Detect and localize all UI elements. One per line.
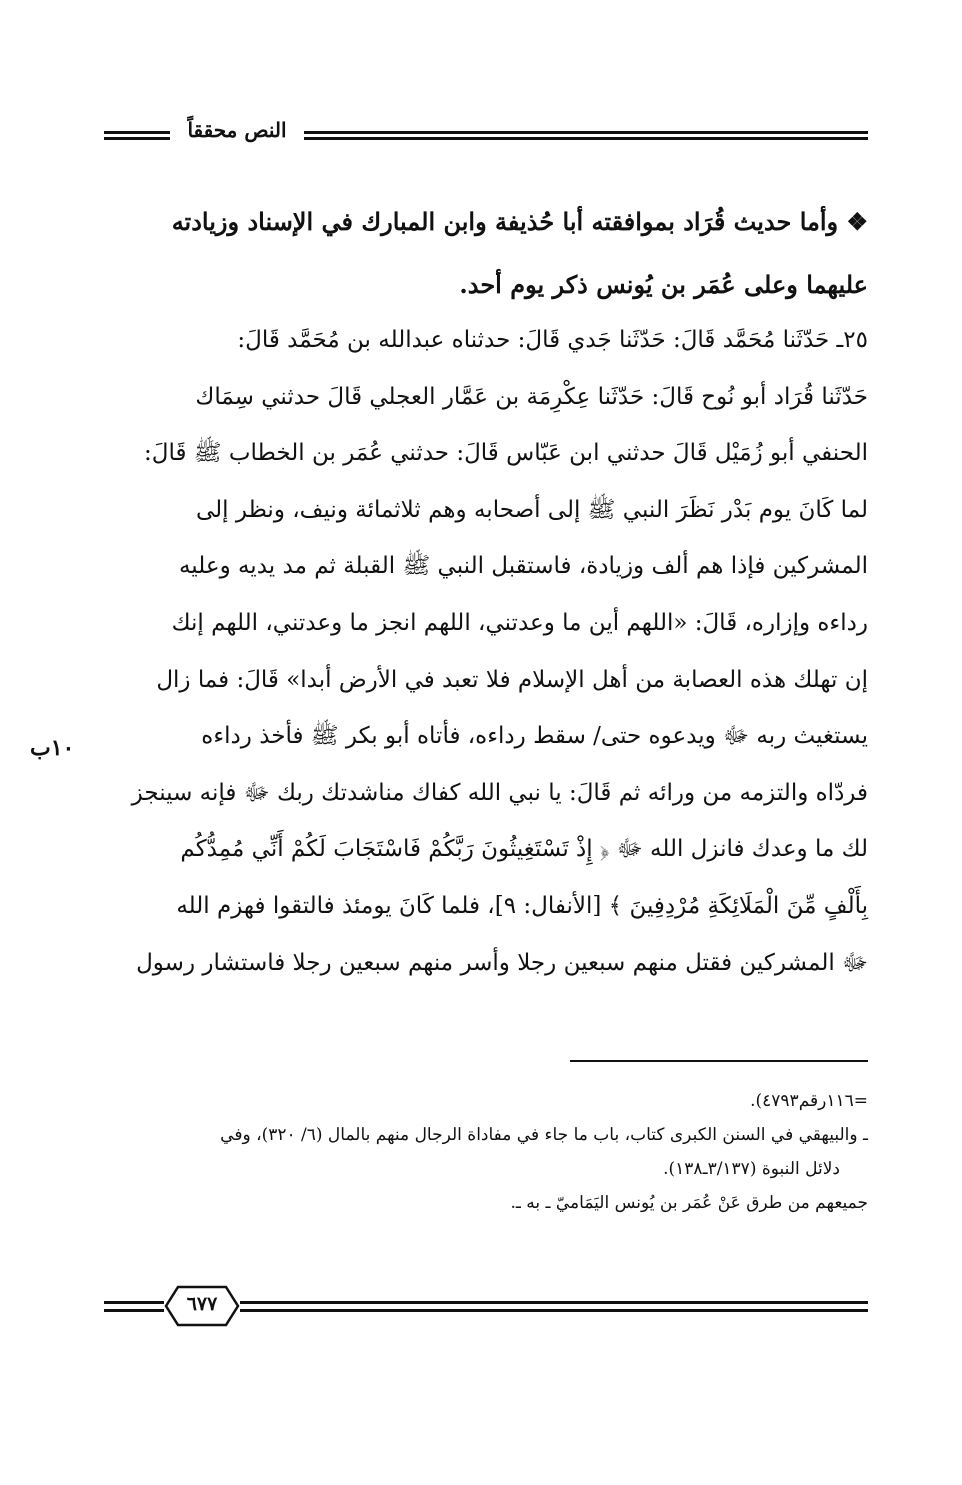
running-header	[104, 118, 868, 154]
text-line: لك ما وعدك فانزل الله ﷻ ﴿ إِذْ تَسْتَغِيثُونَ رَبَّكُمْ فَاسْتَجَابَ لَكُمْ أَنِّي مُمِدُّكُم	[180, 836, 868, 863]
hadith-text	[104, 312, 868, 991]
lead-line: عليهما وعلى عُمَر بن يُونس ذكر يوم أحد.	[459, 270, 868, 299]
footnote-line: ـ والبيهقي في السنن الكبرى كتاب، باب ما جاء في مفاداة الرجال منهم بالمال (٦/ ٣٢٠)، وفي	[220, 1125, 868, 1145]
text-line: لما كَانَ يوم بَدْر نَظَرَ النبي ﷺ إلى أصحابه وهم ثلاثمائة ونيف، ونظر إلى	[196, 496, 868, 523]
lead-line: ❖ وأما حديث قُرَاد بموافقته أبا حُذيفة وابن المبارك في الإسناد وزيادته	[171, 207, 868, 236]
footnotes	[104, 1084, 868, 1220]
text-line: ﷻ المشركين فقتل منهم سبعين رجلا وأسر منهم سبعين رجلا فاستشار رسول	[136, 949, 868, 976]
text-line: حَدّثَنا قُرَاد أبو نُوح قَالَ: حَدّثَنا عِكْرِمَة بن عَمَّار العجلي قَالَ حدثني سِمَاك	[195, 383, 868, 410]
text-line: رداءه وإزاره، قَالَ: «اللهم أين ما وعدتني، اللهم انجز ما وعدتني، اللهم إنك	[171, 609, 868, 636]
footnote-separator	[570, 1060, 868, 1062]
header-rule-left	[104, 131, 170, 140]
footer-rule-left	[104, 1301, 164, 1312]
footnote-line: جميعهم من طرق عَنْ عُمَر بن يُونس اليَمَاميّ ـ به ـ.	[510, 1193, 868, 1213]
page-number: ٦٧٧	[186, 1293, 218, 1315]
header-rule-right	[304, 131, 868, 140]
text-line: ٢٥ـ حَدّثَنا مُحَمَّد قَالَ: حَدّثَنا جَدي قَالَ: حدثناه عبدالله بن مُحَمَّد قَالَ:	[237, 327, 868, 353]
page-number-frame	[164, 1284, 240, 1328]
text-line: الحنفي أبو زُمَيْل قَالَ حدثني ابن عَبّاس قَالَ: حدثني عُمَر بن الخطاب ﷺ قَالَ:	[144, 440, 868, 467]
manuscript-folio-marker: ١٠ب	[30, 735, 75, 761]
text-line: فردّاه والتزمه من ورائه ثم قَالَ: يا نبي الله كفاك مناشدتك ربك ﷻ فإنه سينجز	[131, 779, 868, 806]
text-line: بِأَلْفٍ مِّنَ الْمَلَائِكَةِ مُرْدِفِينَ ﴾ [الأنفال: ٩]، فلما كَانَ يومئذ فالتقوا فهزم الله	[176, 892, 868, 919]
footnote-line: =١١٦رقم٤٧٩٣).	[750, 1091, 868, 1111]
text-line: يستغيث ربه ﷻ ويدعوه حتى/ سقط رداءه، فأتاه أبو بكر ﷺ فأخذ رداءه	[201, 723, 868, 750]
footer-rule-right	[240, 1301, 868, 1312]
text-line: إن تهلك هذه العصابة من أهل الإسلام فلا تعبد في الأرض أبدا» قَالَ: فما زال	[156, 666, 868, 693]
header-title: النص محققاً	[187, 118, 287, 142]
page-footer	[104, 1284, 868, 1332]
footnote-line: دلائل النبوة (٣/١٣٧ـ١٣٨).	[663, 1159, 840, 1179]
text-line: المشركين فإذا هم ألف وزيادة، فاستقبل النبي ﷺ القبلة ثم مد يديه وعليه	[178, 553, 868, 580]
lead-paragraph	[104, 190, 868, 316]
